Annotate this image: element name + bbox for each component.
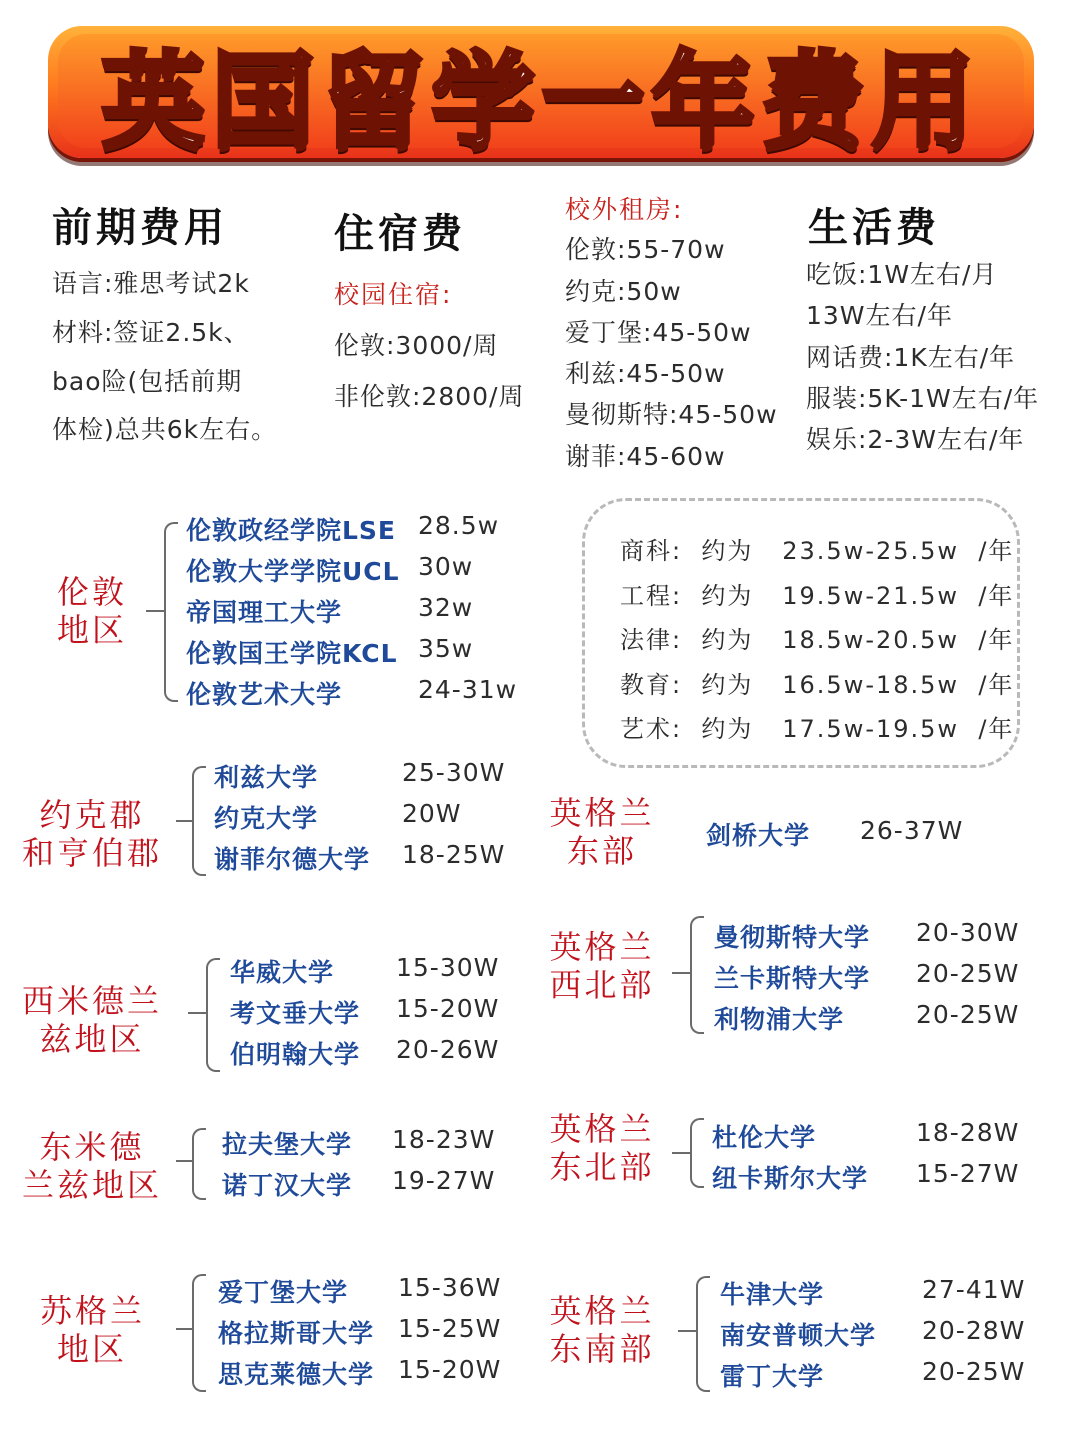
- campus-housing-label: 校园住宿:: [334, 280, 453, 309]
- living-line: 服装:5K-1W左右/年: [806, 384, 1040, 413]
- region-east-midlands: [20, 1128, 164, 1204]
- region-name-line: 兹地区: [39, 1020, 145, 1058]
- major-unit: /年: [978, 671, 1015, 699]
- upfront-line: bao险(包括前期: [52, 367, 243, 396]
- bracket: [192, 1274, 206, 1392]
- university-cost: 26-37W: [860, 816, 964, 845]
- bracket-tick: [672, 972, 690, 974]
- major-range: 18.5w-20.5w: [782, 626, 960, 654]
- campus-housing-line: 非伦敦:2800/周: [334, 382, 525, 411]
- major-range: 17.5w-19.5w: [782, 715, 960, 743]
- major-unit: /年: [978, 715, 1015, 743]
- bracket-tick: [146, 610, 164, 612]
- university-name: 剑桥大学: [706, 821, 811, 850]
- university-name: 纽卡斯尔大学: [712, 1164, 869, 1193]
- bracket: [690, 1118, 704, 1188]
- region-name-line: 东北部: [549, 1148, 655, 1186]
- university-cost: 35w: [418, 634, 474, 663]
- offcampus-line: 利兹:45-50w: [565, 359, 726, 388]
- offcampus-line: 爱丁堡:45-50w: [565, 318, 752, 347]
- offcampus-line: 曼彻斯特:45-50w: [565, 400, 778, 429]
- university-cost: 18-28W: [916, 1118, 1020, 1147]
- university-name: 杜伦大学: [712, 1123, 817, 1152]
- region-name-line: 东部: [566, 832, 637, 870]
- university-cost: 20-25W: [922, 1357, 1026, 1386]
- university-cost: 15-20W: [396, 994, 500, 1023]
- university-name: 伦敦艺术大学: [186, 680, 343, 709]
- university-cost: 25-30W: [402, 758, 506, 787]
- university-name: 约克大学: [214, 804, 319, 833]
- region-east: [546, 794, 658, 870]
- major-name: 工程:: [620, 582, 683, 610]
- region-west-midlands: [20, 982, 164, 1058]
- major-unit: /年: [978, 626, 1015, 654]
- major-approx: 约为: [701, 671, 754, 699]
- region-name-line: 英格兰: [549, 794, 655, 832]
- region-name-line: 伦敦: [56, 573, 127, 611]
- region-name-line: 东南部: [549, 1330, 655, 1368]
- university-cost: 20-26W: [396, 1035, 500, 1064]
- major-row: [620, 709, 1014, 744]
- major-unit: /年: [978, 537, 1015, 565]
- region-name-line: 地区: [56, 611, 127, 649]
- region-name-line: 兰兹地区: [21, 1166, 162, 1204]
- upfront-heading: 前期费用: [52, 205, 228, 251]
- university-cost: 20W: [402, 799, 462, 828]
- region-scotland: [40, 1292, 144, 1368]
- bracket: [696, 1276, 710, 1392]
- region-north-east: [546, 1110, 658, 1186]
- university-cost: 19-27W: [392, 1166, 496, 1195]
- university-name: 曼彻斯特大学: [714, 923, 871, 952]
- major-approx: 约为: [701, 582, 754, 610]
- bracket: [690, 916, 704, 1034]
- major-name: 教育:: [620, 671, 683, 699]
- university-cost: 15-20W: [398, 1355, 502, 1384]
- major-unit: /年: [978, 582, 1015, 610]
- major-row: [620, 576, 1014, 611]
- living-line: 吃饭:1W左右/月: [806, 260, 998, 289]
- university-cost: 20-28W: [922, 1316, 1026, 1345]
- university-cost: 27-41W: [922, 1275, 1026, 1304]
- region-name-line: 地区: [56, 1330, 127, 1368]
- living-heading: 生活费: [808, 205, 940, 251]
- university-cost: 30w: [418, 552, 474, 581]
- university-cost: 28.5w: [418, 511, 500, 540]
- major-name: 商科:: [620, 537, 683, 565]
- accommodation-heading: 住宿费: [334, 211, 466, 257]
- living-line: 娱乐:2-3W左右/年: [806, 425, 1025, 454]
- university-cost: 20-25W: [916, 959, 1020, 988]
- university-name: 伦敦政经学院LSE: [186, 516, 397, 545]
- bracket-tick: [188, 1012, 206, 1014]
- university-name: 爱丁堡大学: [218, 1278, 349, 1307]
- living-line: 网话费:1K左右/年: [806, 343, 1016, 372]
- upfront-line: 语言:雅思考试2k: [52, 269, 250, 298]
- region-name-line: 英格兰: [549, 1292, 655, 1330]
- region-name-line: 英格兰: [549, 1110, 655, 1148]
- university-name: 帝国理工大学: [186, 598, 343, 627]
- university-name: 牛津大学: [720, 1280, 825, 1309]
- campus-housing-line: 伦敦:3000/周: [334, 331, 499, 360]
- region-south-east: [546, 1292, 658, 1368]
- bracket: [164, 522, 178, 702]
- university-cost: 24-31w: [418, 675, 518, 704]
- university-name: 拉夫堡大学: [222, 1130, 353, 1159]
- offcampus-label: 校外租房:: [565, 195, 684, 224]
- bracket: [206, 958, 220, 1072]
- major-range: 19.5w-21.5w: [782, 582, 960, 610]
- region-name-line: 苏格兰: [40, 1292, 146, 1330]
- university-name: 诺丁汉大学: [222, 1171, 353, 1200]
- university-name: 利物浦大学: [714, 1005, 845, 1034]
- university-cost: 15-25W: [398, 1314, 502, 1343]
- page-title: 英国留学一年费用: [100, 40, 981, 162]
- region-name-line: 约克郡: [39, 796, 145, 834]
- university-name: 华威大学: [230, 958, 335, 987]
- living-line: 13W左右/年: [806, 301, 953, 330]
- university-cost: 20-30W: [916, 918, 1020, 947]
- major-row: [620, 531, 1014, 566]
- university-name: 伦敦大学学院UCL: [186, 557, 400, 586]
- region-north-west: [546, 928, 658, 1004]
- university-name: 谢菲尔德大学: [214, 845, 371, 874]
- university-name: 伯明翰大学: [230, 1040, 361, 1069]
- region-name-line: 西米德兰: [21, 982, 162, 1020]
- region-name-line: 英格兰: [549, 928, 655, 966]
- major-approx: 约为: [701, 537, 754, 565]
- university-cost: 18-25W: [402, 840, 506, 869]
- university-cost: 15-27W: [916, 1159, 1020, 1188]
- university-cost: 18-23W: [392, 1125, 496, 1154]
- university-cost: 32w: [418, 593, 474, 622]
- university-name: 考文垂大学: [230, 999, 361, 1028]
- bracket-tick: [672, 1152, 690, 1154]
- bracket: [192, 1128, 206, 1200]
- major-range: 23.5w-25.5w: [782, 537, 960, 565]
- region-london: [40, 573, 144, 649]
- major-name: 法律:: [620, 626, 683, 654]
- region-name-line: 东米德: [39, 1128, 145, 1166]
- region-name-line: 西北部: [549, 966, 655, 1004]
- major-range: 16.5w-18.5w: [782, 671, 960, 699]
- major-approx: 约为: [701, 715, 754, 743]
- university-name: 南安普顿大学: [720, 1321, 877, 1350]
- offcampus-line: 约克:50w: [565, 277, 682, 306]
- university-name: 思克莱德大学: [218, 1360, 375, 1389]
- major-row: [620, 620, 1014, 655]
- offcampus-line: 伦敦:55-70w: [565, 235, 726, 264]
- offcampus-line: 谢菲:45-60w: [565, 442, 726, 471]
- university-cost: 15-30W: [396, 953, 500, 982]
- university-name: 伦敦国王学院KCL: [186, 639, 398, 668]
- major-name: 艺术:: [620, 715, 683, 743]
- region-name-line: 和亨伯郡: [21, 834, 162, 872]
- upfront-line: 体检)总共6k左右。: [52, 415, 278, 444]
- bracket: [192, 766, 206, 876]
- bracket-tick: [678, 1330, 696, 1332]
- university-name: 兰卡斯特大学: [714, 964, 871, 993]
- university-name: 利兹大学: [214, 763, 319, 792]
- major-approx: 约为: [701, 626, 754, 654]
- university-name: 格拉斯哥大学: [218, 1319, 375, 1348]
- major-row: [620, 665, 1014, 700]
- upfront-line: 材料:签证2.5k、: [52, 318, 250, 347]
- university-name: 雷丁大学: [720, 1362, 825, 1391]
- university-cost: 15-36W: [398, 1273, 502, 1302]
- title-banner: [48, 26, 1034, 162]
- university-cost: 20-25W: [916, 1000, 1020, 1029]
- region-yorkshire: [20, 796, 164, 872]
